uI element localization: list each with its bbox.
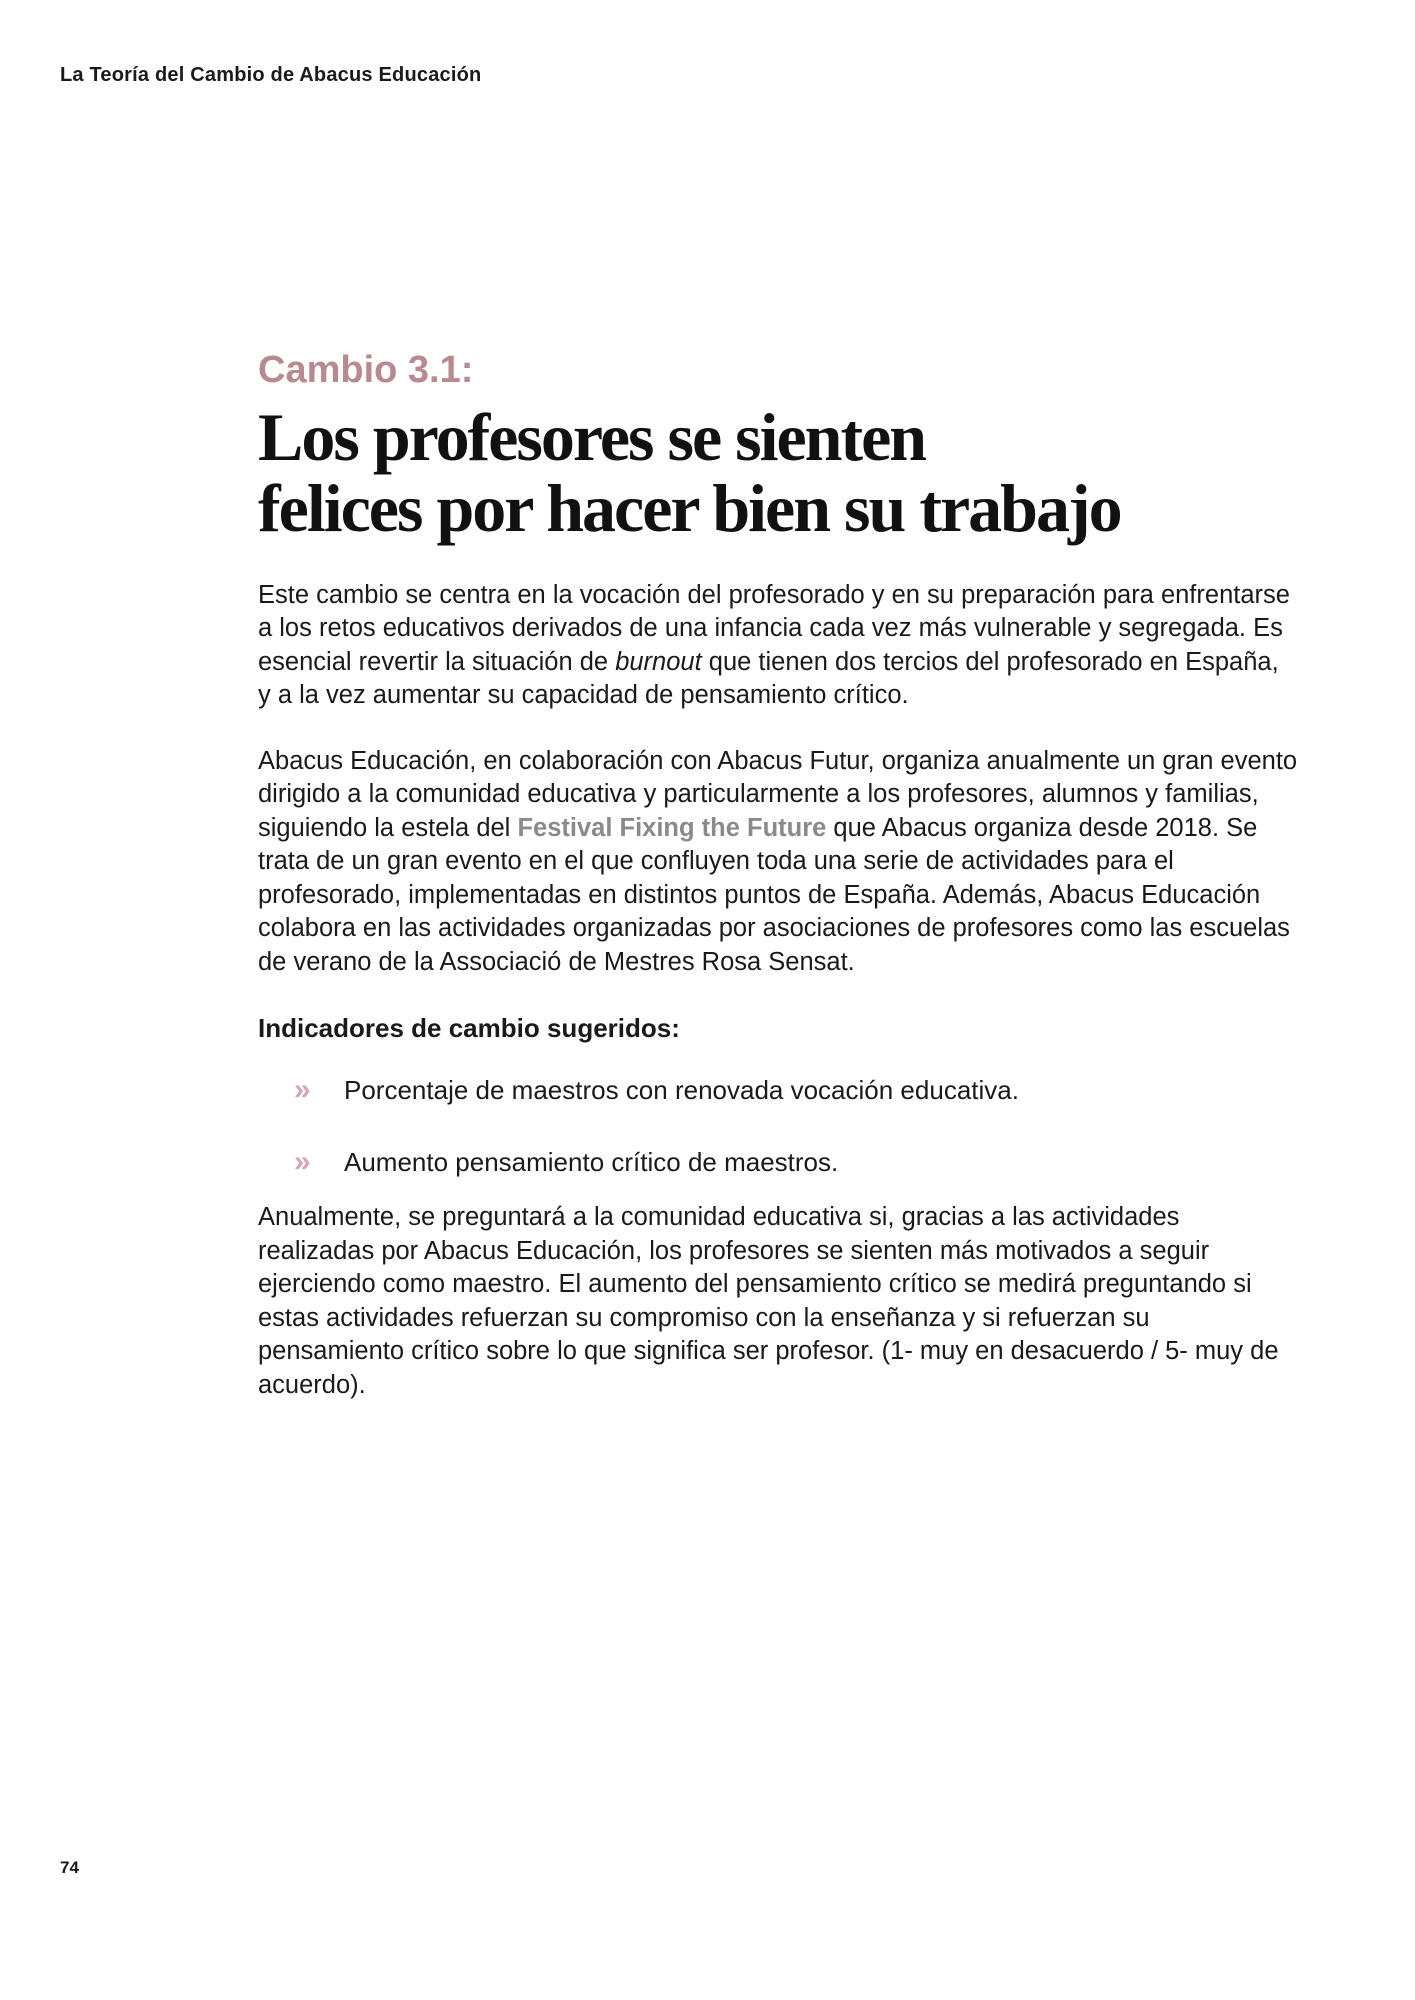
page-number: 74	[60, 1858, 79, 1877]
main-content	[258, 350, 1298, 1434]
indicators-heading: Indicadores de cambio sugeridos:	[258, 1013, 680, 1044]
paragraph-measurement: Anualmente, se preguntará a la comunidad educativa si, gracias a las actividades realizadas por Abacus Educación, los profesores se sienten más motivados a seguir ejerciendo como maestro. El aumento del pensamiento crítico se medirá preguntando si estas actividades refuerzan su compromiso con la enseñanza y si refuerzan su pensamiento crítico sobre lo que significa ser profesor. (1- muy en desacuerdo / 5- muy de acuerdo).	[258, 1203, 1279, 1399]
running-header: La Teoría del Cambio de Abacus Educación	[60, 64, 482, 86]
page-title-line-2: felices por hacer bien su trabajo	[258, 470, 1121, 547]
double-chevron-icon: »	[294, 1145, 308, 1179]
paragraph-event	[258, 745, 1298, 980]
paragraph-intro	[258, 579, 1298, 713]
indicator-text: Aumento pensamiento crítico de maestros.	[344, 1147, 839, 1178]
section-eyebrow: Cambio 3.1:	[258, 349, 474, 391]
paragraph-event-text-2: que Abacus organiza desde 2018. Se trata de un gran evento en el que confluyen toda una serie de actividades para el profesorado, implementadas en distintos puntos de España. Además, Abacus Educación colabora en las actividades organizadas por asociaciones de profesores como las escuelas de verano de la Associació de Mestres Rosa Sensat.	[258, 813, 1290, 976]
indicator-text: Porcentaje de maestros con renovada vocación educativa.	[344, 1075, 1019, 1106]
double-chevron-icon: »	[294, 1073, 308, 1107]
paragraph-event-text-1: Abacus Educación, en colaboración con Abacus Futur, organiza anualmente un gran evento dirigido a la comunidad educativa y particularmente a los profesores, alumnos y familias, siguiendo la estela del	[258, 746, 1298, 842]
paragraph-intro-text-2: que tienen dos tercios del profesorado en España, y a la vez aumentar su capacidad de pensamiento crítico.	[258, 647, 1279, 710]
burnout-emphasis: burnout	[615, 647, 702, 676]
list-item	[258, 1073, 1298, 1107]
paragraph-intro-text-1: Este cambio se centra en la vocación del profesorado y en su preparación para enfrentarse a los retos educativos derivados de una infancia cada vez más vulnerable y segregada. Es esencial revertir la situación de	[258, 580, 1290, 676]
list-item	[258, 1145, 1298, 1179]
indicators-list	[258, 1073, 1298, 1179]
page-title	[258, 398, 1298, 547]
page-title-line-1: Los profesores se sienten	[258, 398, 926, 475]
festival-link[interactable]: Festival Fixing the Future	[517, 813, 827, 842]
